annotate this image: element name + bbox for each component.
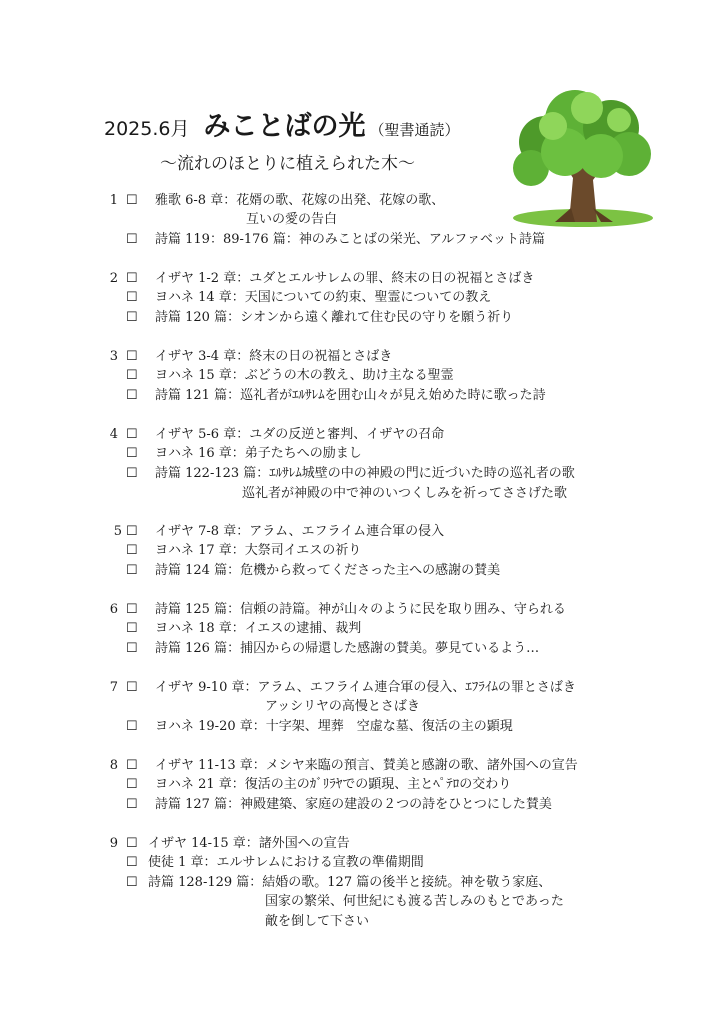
header-date: 2025.6月: [104, 118, 190, 140]
reading-text: ヨハネ 19-20 章：十字架、埋葬 空虚な墓、復活の主の顕現: [155, 719, 513, 734]
reading-text: 雅歌 6-8 章：花婿の歌、花嫁の出発、花嫁の歌、: [155, 193, 445, 208]
reading-text: ヨハネ 14 章：天国についての約束、聖霊についての教え: [155, 290, 492, 305]
checkbox-icon[interactable]: ☐: [126, 641, 138, 656]
header-title: みことばの光: [203, 111, 366, 142]
reading-text: ヨハネ 18 章：イエスの逮捕、裁判: [155, 621, 362, 636]
reading-text: 詩篇 128-129 篇：結婚の歌。127 篇の後半と接続。神を敬う家庭、: [148, 875, 552, 890]
day-number: 1: [109, 193, 118, 208]
checkbox-icon[interactable]: ☐: [126, 758, 138, 773]
checkbox-icon[interactable]: ☐: [126, 290, 138, 305]
checkbox-icon[interactable]: ☐: [126, 797, 138, 812]
reading-text: ヨハネ 15 章：ぶどうの木の教え、助け主なる聖霊: [155, 368, 454, 383]
reading-text: 敵を倒して下さい: [265, 914, 370, 929]
reading-text: 詩篇 119：89-176 篇：神のみことばの栄光、アルファベット詩篇: [155, 232, 546, 247]
title-line: [104, 104, 460, 143]
checkbox-icon[interactable]: ☐: [126, 193, 138, 208]
checkbox-icon[interactable]: ☐: [126, 602, 138, 617]
checkbox-icon[interactable]: ☐: [126, 466, 138, 481]
checkbox-icon[interactable]: ☐: [126, 446, 138, 461]
reading-text: イザヤ 11-13 章：メシヤ来臨の預言、賛美と感謝の歌、諸外国への宣告: [155, 758, 578, 773]
reading-text: イザヤ 7-8 章：アラム、エフライム連合軍の侵入: [155, 524, 445, 539]
reading-text: イザヤ 14-15 章：諸外国への宣告: [148, 836, 350, 851]
checkbox-icon[interactable]: ☐: [126, 836, 138, 851]
reading-text: 互いの愛の告白: [246, 212, 338, 227]
checkbox-icon[interactable]: ☐: [126, 388, 138, 403]
reading-text: イザヤ 3-4 章：終末の日の祝福とさばき: [155, 349, 393, 364]
reading-text: イザヤ 5-6 章：ユダの反逆と審判、イザヤの召命: [155, 427, 445, 442]
checkbox-icon[interactable]: ☐: [126, 271, 138, 286]
day-number: 4: [109, 427, 118, 442]
reading-text: 詩篇 121 篇：巡礼者がｴﾙｻﾚﾑを囲む山々が見え始めた時に歌った詩: [155, 388, 546, 403]
checkbox-icon[interactable]: ☐: [126, 563, 138, 578]
day-number: 2: [109, 271, 118, 286]
checkbox-icon[interactable]: ☐: [126, 777, 138, 792]
checkbox-icon[interactable]: ☐: [126, 368, 138, 383]
checkbox-icon[interactable]: ☐: [126, 427, 138, 442]
tree-illustration: [505, 82, 655, 232]
checkbox-icon[interactable]: ☐: [126, 232, 138, 247]
checkbox-icon[interactable]: ☐: [126, 621, 138, 636]
reading-text: 詩篇 127 篇：神殿建築、家庭の建設の２つの詩をひとつにした賛美: [155, 797, 552, 812]
reading-text: イザヤ 1-2 章：ユダとエルサレムの罪、終末の日の祝福とさばき: [155, 271, 535, 286]
day-number: 9: [109, 836, 118, 851]
reading-text: 国家の繁栄、何世紀にも渡る苦しみのもとであった: [265, 894, 564, 909]
reading-text: 使徒 1 章：エルサレムにおける宣教の準備期間: [148, 855, 424, 870]
checkbox-icon[interactable]: ☐: [126, 349, 138, 364]
subtitle: 〜流れのほとりに植えられた木〜: [160, 154, 415, 174]
checkbox-icon[interactable]: ☐: [126, 310, 138, 325]
header-paren: （聖書通読）: [369, 121, 460, 139]
reading-text: ヨハネ 21 章：復活の主のｶﾞﾘﾗﾔでの顕現、主とﾍﾟﾃﾛの交わり: [155, 777, 512, 792]
day-number: 5: [113, 524, 122, 539]
day-number: 8: [109, 758, 118, 773]
checkbox-icon[interactable]: ☐: [126, 524, 138, 539]
checkbox-icon[interactable]: ☐: [126, 680, 138, 695]
reading-text: 詩篇 125 篇：信頼の詩篇。神が山々のように民を取り囲み、守られる: [155, 602, 566, 617]
reading-text: ヨハネ 16 章：弟子たちへの励まし: [155, 446, 362, 461]
reading-text: 詩篇 120 篇：シオンから遠く離れて住む民の守りを願う祈り: [155, 310, 514, 325]
day-number: 7: [109, 680, 118, 695]
checkbox-icon[interactable]: ☐: [126, 855, 138, 870]
reading-text: イザヤ 9-10 章：アラム、エフライム連合軍の侵入、ｴﾌﾗｲﾑの罪とさばき: [155, 680, 576, 695]
checkbox-icon[interactable]: ☐: [126, 875, 138, 890]
reading-text: ヨハネ 17 章：大祭司イエスの祈り: [155, 543, 362, 558]
reading-text: 詩篇 126 篇：捕囚からの帰還した感謝の賛美。夢見ているよう…: [155, 641, 540, 656]
reading-text: 詩篇 124 篇：危機から救ってくださった主への感謝の賛美: [155, 563, 501, 578]
reading-text: 詩篇 122-123 篇：ｴﾙｻﾚﾑ城壁の中の神殿の門に近づいた時の巡礼者の歌: [155, 466, 575, 481]
day-number: 3: [109, 349, 118, 364]
day-number: 6: [109, 602, 118, 617]
reading-text: アッシリヤの高慢とさばき: [265, 699, 420, 714]
checkbox-icon[interactable]: ☐: [126, 719, 138, 734]
checkbox-icon[interactable]: ☐: [126, 543, 138, 558]
reading-text: 巡礼者が神殿の中で神のいつくしみを祈ってささげた歌: [242, 486, 568, 501]
